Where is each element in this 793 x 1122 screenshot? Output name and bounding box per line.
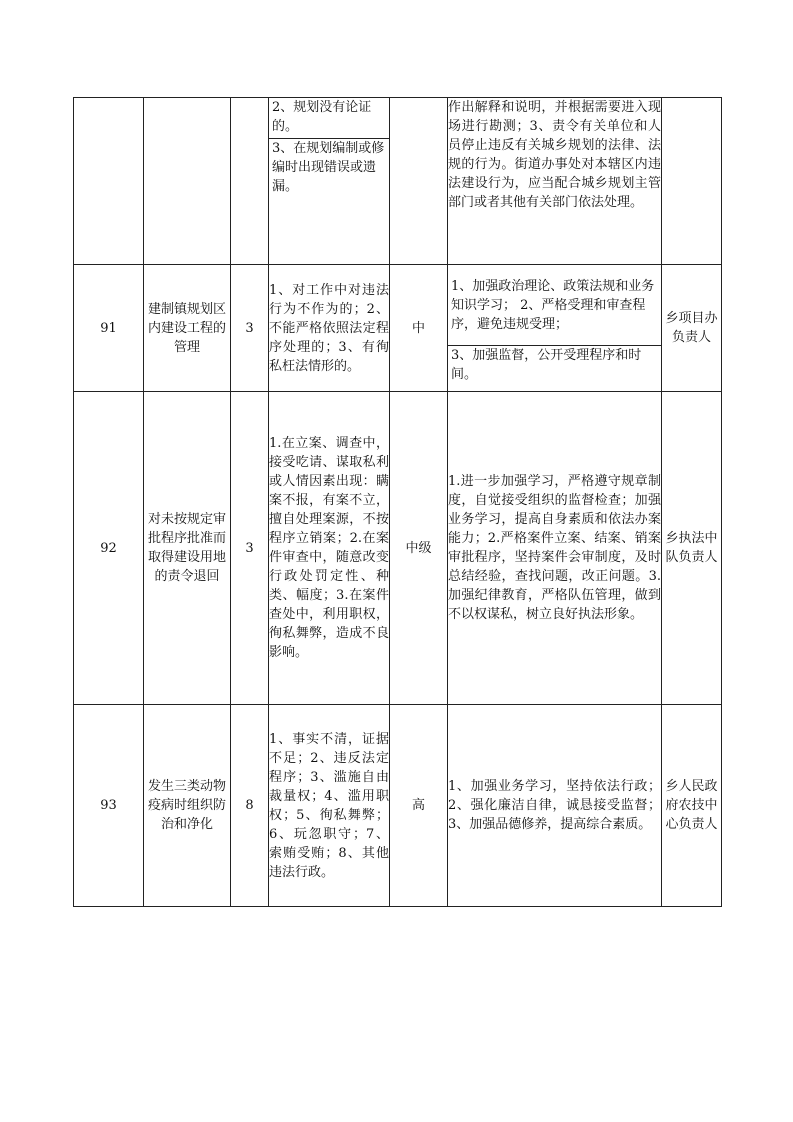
measures-cell [448,265,662,392]
responsible-person: 乡人民政府农技中心负责人 [662,705,722,907]
row-number: 91 [74,265,144,392]
risk-level: 高 [390,705,448,907]
risk-level [390,98,448,265]
measures-cell [448,392,662,705]
risk-score: 3 [231,392,269,705]
row-number: 92 [74,392,144,705]
measures-cell [448,705,662,907]
item-name: 建制镇规划区内建设工程的管理 [144,265,231,392]
risk-point: 1、事实不清，证据不足；2、违反法定程序；3、滥施自由裁量权；4、滥用职权；5、徇私舞弊；6、玩忽职守；7、索贿受贿；8、其他违法行政。 [269,731,389,880]
risk-score: 3 [231,265,269,392]
item-name [144,98,231,265]
measure-text: 1、加强政治理论、政策法规和业务知识学习； 2、严格受理和审查程序，避免违规受理； [451,278,655,332]
measures-cell [448,98,662,265]
risk-points-cell [269,392,390,705]
risk-score [231,98,269,265]
responsible-person: 乡执法中队负责人 [662,392,722,705]
risk-point: 1、对工作中对违法行为不作为的；2、 不能严格依照法定程序处理的；3、有徇私枉法情形的。 [269,282,389,374]
item-name: 发生三类动物疫病时组织防治和净化 [144,705,231,907]
item-name: 对未按规定审批程序批准而取得建设用地的责令退回 [144,392,231,705]
table-row [74,392,722,705]
risk-point: 3、在规划编制或修编时出现错误或遗漏。 [272,141,385,194]
row-number [74,98,144,265]
row-number: 93 [74,705,144,907]
risk-point: 2、规划没有论证的。 [272,100,372,134]
responsible-person [662,98,722,265]
table-row [74,98,722,265]
risk-point: 1.在立案、调查中，接受吃请、谋取私利或人情因素出现：瞒案不报，有案不立，擅自处理案源，不按程序立销案；2.在案件审查中，随意改变行政处罚定性、种类、幅度；3.在案件查处中，利用职权，徇私舞弊，造成不良影响。 [269,436,389,660]
table-row [74,705,722,907]
measure-text: 作出解释和说明，并根据需要进入现场进行勘测；3、责令有关单位和人员停止违反有关城乡规划的法律、法规的行为。街道办事处对本辖区内违法建设行为，应当配合城乡规划主管部门或者其他有关部门依法处理。 [448,100,661,210]
risk-level: 中级 [390,392,448,705]
risk-level: 中 [390,265,448,392]
measure-text: 3、加强监督，公开受理程序和时间。 [451,348,642,382]
risk-points-cell [269,265,390,392]
risk-control-table [73,97,722,907]
risk-points-cell [269,98,390,265]
risk-points-cell [269,705,390,907]
table-row [74,265,722,392]
measure-text: 1.进一步加强学习，严格遵守规章制度，自觉接受组织的监督检查；加强业务学习，提高自身素质和依法办案能力；2.严格案件立案、结案、销案审批程序，坚持案件会审制度，及时总结经验，查找问题，改正问题。3.加强纪律教育，严格队伍管理，做到不以权谋私，树立良好执法形象。 [448,474,661,622]
measure-text: 1、加强业务学习，坚持依法行政；2、强化廉洁自律，诚恳接受监督；3、加强品德修养，提高综合素质。 [448,779,661,832]
responsible-person: 乡项目办负责人 [662,265,722,392]
risk-score: 8 [231,705,269,907]
